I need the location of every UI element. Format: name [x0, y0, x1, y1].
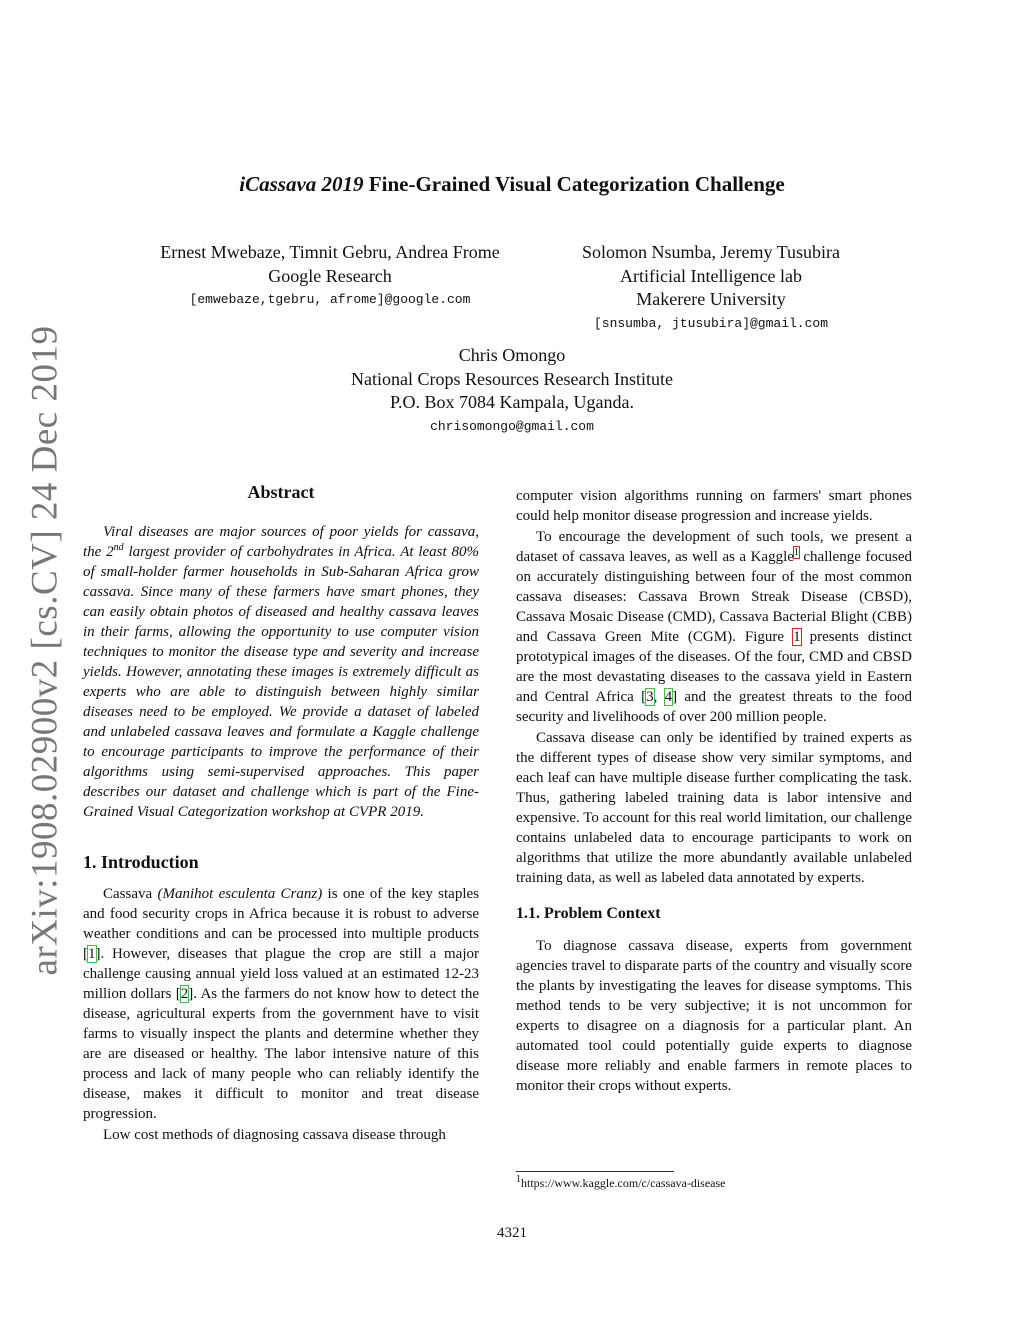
author-names: Chris Omongo [458, 345, 566, 365]
title-italic: iCassava 2019 [239, 172, 364, 196]
citation-link[interactable]: 4 [664, 689, 673, 705]
citation-link[interactable]: 1 [88, 946, 96, 962]
abstract-text: Viral diseases are major sources of poor yields for cassava, the 2nd largest provider of carbohydrates in Africa. At least 80% of small-holder farmer households in Sub-Saharan Africa grow cassava. Since many of these farmers have smart phones, they can easily obtain photos of diseased and healthy cassava leaves in their farms, allowing the opportunity to use computer vision techniques to monitor the disease type and severity and increase yields. However, annotating these images is extremely difficult as experts who are able to distinguish between highly similar diseases need to be employed. We provide a dataset of labeled and unlabeled cassava leaves and formulate a Kaggle challenge to encourage participants to improve the performance of their algorithms using semi-supervised approaches. This paper describes our dataset and challenge which is part of the Fine-Grained Visual Categorization workshop at CVPR 2019. [83, 524, 479, 820]
section-heading-problem-context: 1.1. Problem Context [516, 905, 661, 922]
intro-paragraph: Low cost methods of diagnosing cassava disease through [103, 1127, 446, 1143]
abstract-heading: Abstract [247, 482, 315, 502]
footnote-divider [516, 1171, 674, 1172]
author-email: [snsumba, jtusubira]@gmail.com [593, 315, 829, 331]
figure-link[interactable]: 1 [793, 629, 801, 645]
footnote-mark: 1 [516, 1174, 521, 1185]
footnote-url[interactable]: https://www.kaggle.com/c/cassava-disease [521, 1176, 726, 1190]
arxiv-stamp [20, 325, 70, 975]
citation-link[interactable]: 3 [646, 689, 654, 705]
title-rest: Fine-Grained Visual Categorization Challenge [363, 172, 785, 196]
left-column [83, 482, 479, 1145]
page-number: 4321 [497, 1225, 527, 1241]
problem-paragraph: To diagnose cassava disease, experts from government agencies travel to disparate parts of the country and visually score the plants by investigating the leaves for disease symptoms. This method tends to be very subjective; it is not uncommon for experts to disagree on a diagnosis for a particular plant. An automated tool could potentially guide experts to diagnose disease more reliably and enable farmers in remote places to monitor their crops without experts. [516, 938, 912, 1094]
intro-paragraph: To encourage the development of such tools, we present a dataset of cassava leaves, as well as a Kaggle$^1$ challenge focused on accurately distinguishing between four of the most common cassava diseases: Cassava Brown Streak Disease (CBSD), Cassava Mosaic Disease (CMD), Cassava Bacterial Blight (CBB) and Cassava Green Mite (CGM). Figure 1 presents distinct prototypical images of the diseases. Of the four, CMD and CBSD are the most devastating diseases to the cassava yield in Eastern and Central Africa [3, 4] and the greatest threats to the food security and livelihoods of over 200 million people. [516, 529, 913, 725]
footnote-link[interactable]: 1 [793, 547, 799, 558]
intro-paragraph: Cassava disease can only be identified by trained experts as the different types of disease show very similar symptoms, and each leaf can have multiple disease further complicating the task. Thus, gathering labeled training data is labor intensive and expensive. To account for this real world limitation, our challenge contains unlabeled data to encourage participants to work on algorithms that utilize the more abundantly available unlabeled training data, as well as labeled data annotated by experts. [516, 730, 912, 886]
paper-title [0, 172, 1024, 197]
intro-paragraph: Cassava (Manihot esculenta Cranz) is one of the key staples and food security crops in Africa because it is robust to adverse weather conditions and can be processed into multiple products [1]. However, diseases that plague the crop are still a major challenge causing annual yield loss valued at an estimated 12-23 million dollars [2]. As the farmers do not know how to detect the disease, agricultural experts from the government have to visit farms to visually inspect the plants and determine whether they are are diseased or healthy. The labor intensive nature of this process and lack of many people who can reliably identify the disease, makes it difficult to monitor and treat disease progression. [83, 886, 479, 1122]
right-column [516, 486, 912, 1096]
author-names: Ernest Mwebaze, Timnit Gebru, Andrea Frome [160, 242, 500, 262]
author-block-center [262, 344, 762, 439]
author-block-left [130, 241, 530, 312]
author-names: Solomon Nsumba, Jeremy Tusubira [581, 242, 840, 262]
citation-link[interactable]: 2 [180, 986, 189, 1002]
author-affiliation: Google Research [268, 265, 392, 286]
author-affiliation: National Crops Resources Research Institute [351, 368, 673, 389]
footnote [516, 1176, 726, 1191]
author-affiliation: P.O. Box 7084 Kampala, Uganda. [390, 392, 634, 412]
section-heading-introduction: 1. Introduction [83, 852, 199, 872]
author-affiliation: Artificial Intelligence lab [620, 265, 802, 286]
author-email: [emwebaze,tgebru, afrome]@google.com [189, 292, 471, 307]
intro-paragraph-continued: computer vision algorithms running on farmers' smart phones could help monitor disease progression and increase yields. [516, 488, 912, 524]
author-affiliation: Makerere University [636, 289, 786, 309]
arxiv-id: arXiv:1908.02900v2 [cs.CV] 24 Dec 2019 [24, 325, 66, 975]
author-email: chrisomongo@gmail.com [430, 418, 594, 434]
author-block-right [551, 241, 871, 336]
